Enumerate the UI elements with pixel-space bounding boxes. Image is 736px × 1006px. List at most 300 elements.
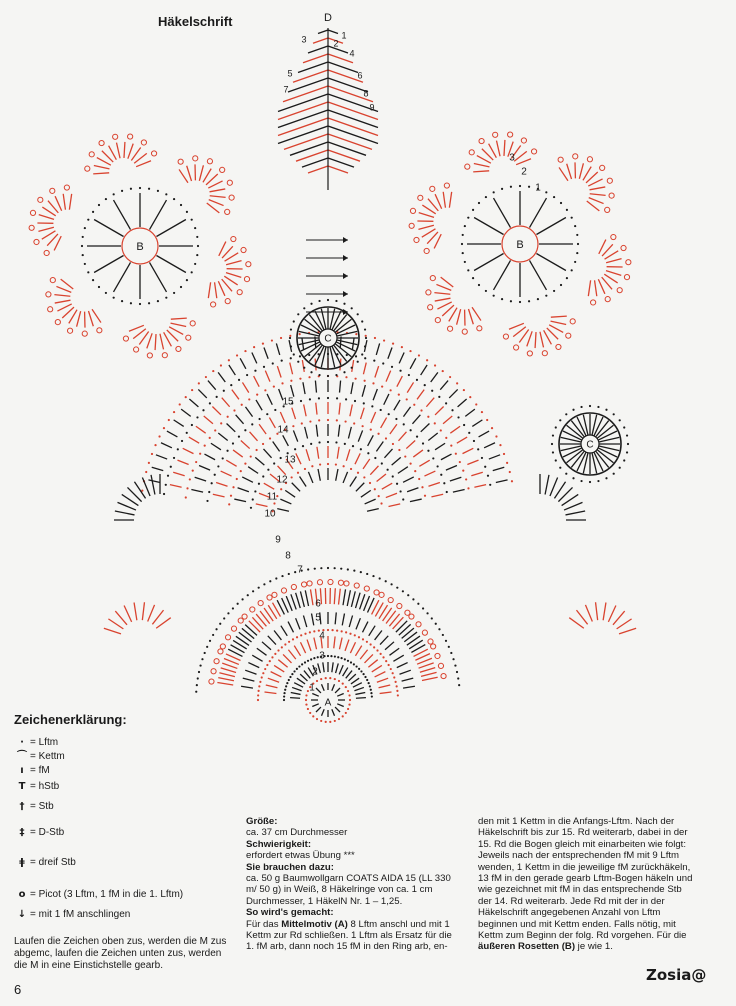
chain-dot <box>318 374 320 376</box>
round-stitch <box>369 626 375 636</box>
chain-dot <box>310 658 312 660</box>
picot-icon <box>447 326 452 331</box>
chain-dot <box>440 429 442 431</box>
chain-dot <box>250 455 252 457</box>
chain-dot <box>318 419 320 421</box>
picot-icon <box>176 346 181 351</box>
chain-dot <box>209 402 211 404</box>
chain-dot <box>196 254 198 256</box>
shell-stitch <box>310 589 313 605</box>
round-stitch <box>268 636 276 645</box>
chain-dot <box>273 502 275 504</box>
round-stitch <box>381 418 387 428</box>
petal-stitch <box>434 293 450 295</box>
chain-dot <box>565 413 567 415</box>
round-stitch <box>170 485 182 488</box>
tr-icon: ‡ <box>19 827 25 838</box>
round-stitch <box>300 642 305 653</box>
chain-dot <box>266 413 268 415</box>
side-fan-stitch <box>617 619 632 629</box>
picot-icon <box>364 586 369 591</box>
chain-dot <box>559 419 561 421</box>
picot-icon <box>50 277 55 282</box>
picot-icon <box>231 626 236 631</box>
round-stitch <box>426 398 434 407</box>
side-fan-stitch <box>118 502 136 510</box>
chain-dot <box>445 437 447 439</box>
arrow-head <box>343 237 348 243</box>
instructions-text: den mit 1 Kettm in die Anfangs-Lftm. Nach der Häkelschrift bis zur 15. Rd weiterarb, dabei in der 15. Rd die Bogen gleich mit einarbeiten wie folgt: Jeweils nach der entsprechenden fM mit 9 Lftm wenden, 1 Kettm in die jeweilige fM zurückhäkeln, 13 fM in den gerade gearb Lftm-Bogen häkeln und wie gezeichnet mit fM in das entsprechende Stb der 14. Rd weiterarb. Jede Rd mit der in der Häkelschrift angegebenen Anzahl von Lftm beginnen und mit Kettm enden. Falls nötig, mit Kettm zum Beginn der folg. Rd vorgehen. Für die äußeren Rosetten (B) je wie 1. <box>478 816 693 953</box>
chain-dot <box>431 390 433 392</box>
side-fan-stitch <box>115 611 127 625</box>
petal-stitch <box>457 309 461 324</box>
round-stitch <box>291 385 294 397</box>
chain-dot <box>309 712 311 714</box>
round-stitch <box>252 655 262 661</box>
chain-dot <box>273 462 275 464</box>
round-stitch <box>355 646 361 656</box>
picot-icon <box>397 603 402 608</box>
chain-dot <box>250 507 252 509</box>
chain-dot <box>222 457 224 459</box>
picot-icon <box>430 275 435 280</box>
round-stitch <box>371 412 376 423</box>
round-stitch <box>303 382 305 394</box>
chain-dot <box>220 364 222 366</box>
leaf-stitch <box>328 110 378 128</box>
picot-icon <box>85 166 90 171</box>
rosette-spoke <box>114 200 131 229</box>
round-stitch <box>450 426 460 433</box>
arrow-down-icon: ↓ <box>17 909 27 920</box>
chain-dot <box>396 690 398 692</box>
rosette-spoke <box>530 260 547 289</box>
chain-dot <box>551 443 553 445</box>
round-stitch <box>276 343 279 355</box>
motif-label: 12 <box>276 474 288 486</box>
chain-dot <box>510 300 512 302</box>
round-stitch <box>280 499 291 504</box>
petal-stitch <box>93 173 109 174</box>
chain-dot <box>501 298 503 300</box>
chain-dot <box>416 436 418 438</box>
motif-label: 9 <box>369 102 375 113</box>
picot-icon <box>617 288 622 293</box>
chain-dot <box>319 463 321 465</box>
picot-icon <box>465 164 470 169</box>
chain-dot <box>255 449 257 451</box>
picot-icon <box>493 132 498 137</box>
round-stitch <box>343 668 348 677</box>
chain-dot <box>291 673 293 675</box>
rosette-spoke <box>156 220 185 237</box>
picot-icon <box>272 592 277 597</box>
round-stitch <box>216 482 227 486</box>
motif-label: 8 <box>363 88 369 99</box>
round-stitch <box>255 457 264 465</box>
picot-icon <box>587 157 592 162</box>
round-stitch <box>259 424 266 434</box>
chain-dot <box>354 378 356 380</box>
shell-stitch <box>256 614 266 626</box>
chain-dot <box>248 398 250 400</box>
round-stitch <box>428 433 437 440</box>
petal-stitch <box>419 213 434 218</box>
chain-dot <box>271 656 273 658</box>
instructions-column <box>478 816 698 953</box>
chain-dot <box>165 297 167 299</box>
round-stitch <box>300 674 307 681</box>
round-stitch <box>410 358 416 369</box>
petal-stitch <box>474 163 490 166</box>
round-stitch <box>361 408 365 419</box>
motif-label: 1 <box>341 30 347 41</box>
petal-stitch <box>128 144 133 159</box>
petal-stitch <box>435 194 442 209</box>
shell-stitch <box>404 632 417 642</box>
chain-dot <box>427 450 429 452</box>
chain-dot <box>157 300 159 302</box>
round-stitch <box>285 490 295 497</box>
round-stitch <box>484 443 495 448</box>
picot-icon <box>55 320 60 325</box>
chain-dot <box>399 370 401 372</box>
leaf-stitch <box>284 134 328 149</box>
legend-item <box>14 780 244 794</box>
picot-icon <box>410 208 415 213</box>
chain-dot <box>281 359 283 361</box>
leaf-stitch <box>278 118 328 136</box>
chain-dot <box>197 677 199 679</box>
chain-dot <box>293 353 295 355</box>
chain-dot <box>299 378 301 380</box>
chain-dot <box>219 623 221 625</box>
chain-dot <box>481 457 483 459</box>
chain-dot <box>353 422 355 424</box>
chain-dot <box>212 370 214 372</box>
chain-dot <box>369 482 371 484</box>
round-stitch <box>350 476 357 486</box>
chain-dot <box>275 577 277 579</box>
picot-icon <box>609 193 614 198</box>
legend-title: Zeichenerklärung: <box>14 712 127 727</box>
chain-dot <box>327 629 329 631</box>
round-stitch <box>263 449 271 458</box>
chain-dot <box>113 193 115 195</box>
round-stitch <box>264 483 274 489</box>
picot-icon <box>566 333 571 338</box>
chain-dot <box>485 196 487 198</box>
round-stitch <box>338 425 339 437</box>
petal-stitch <box>595 280 597 296</box>
picot-icon <box>82 331 87 336</box>
picot-icon <box>99 140 104 145</box>
chain-dot <box>426 612 428 614</box>
side-fan-stitch <box>142 602 144 620</box>
chain-dot <box>297 313 299 315</box>
rosette-spoke <box>494 198 511 227</box>
chain-dot <box>589 481 591 483</box>
round-stitch <box>238 488 249 492</box>
round-stitch <box>496 480 508 483</box>
rosette-spoke <box>114 262 131 291</box>
chain-dot <box>349 699 351 701</box>
chain-dot <box>395 681 397 683</box>
picot-icon <box>556 344 561 349</box>
petal-stitch <box>516 159 531 165</box>
howto-title: So wird's gemacht: <box>246 907 334 919</box>
dtr-icon: ǂ <box>19 857 25 868</box>
chain-dot <box>186 487 188 489</box>
picot-icon <box>237 290 242 295</box>
side-fan-stitch <box>545 475 549 495</box>
rosette-spoke <box>474 254 503 271</box>
round-stitch <box>181 409 191 416</box>
chain-dot <box>555 459 557 461</box>
chain-dot <box>448 646 450 648</box>
round-stitch <box>489 455 500 459</box>
chain-dot <box>427 416 429 418</box>
chain-dot <box>82 236 84 238</box>
chain-dot <box>344 420 346 422</box>
chain-dot <box>105 198 107 200</box>
petal-stitch <box>210 189 226 192</box>
picot-icon <box>328 579 333 584</box>
chain-dot <box>259 681 261 683</box>
petal-stitch <box>218 281 225 296</box>
legend-item <box>14 800 244 814</box>
chain-dot <box>469 396 471 398</box>
chain-dot <box>286 682 288 684</box>
round-stitch <box>372 665 382 671</box>
picot-icon <box>113 134 118 139</box>
rosette-spoke <box>94 220 123 237</box>
chain-dot <box>139 303 141 305</box>
chain-dot <box>402 498 404 500</box>
chain-dot <box>418 354 420 356</box>
round-stitch <box>248 467 258 474</box>
chain-dot <box>489 484 491 486</box>
chain-dot <box>170 466 172 468</box>
chain-dot <box>273 385 275 387</box>
chain-dot <box>519 185 521 187</box>
chain-dot <box>399 490 401 492</box>
chain-dot <box>440 474 442 476</box>
petal-stitch <box>179 169 188 182</box>
chain-dot <box>297 361 299 363</box>
petal-stitch <box>468 309 473 324</box>
chain-dot <box>481 411 483 413</box>
picot-icon <box>431 644 436 649</box>
round-stitch <box>292 483 300 492</box>
chain-dot <box>327 567 329 569</box>
petal-stitch <box>54 295 70 297</box>
chain-dot <box>345 712 347 714</box>
chain-dot <box>304 468 306 470</box>
leaf-stitch <box>278 94 328 112</box>
chain-dot <box>154 444 156 446</box>
chain-dot <box>232 607 234 609</box>
chain-dot <box>244 429 246 431</box>
chain-dot <box>301 422 303 424</box>
chain-dot <box>226 450 228 452</box>
motif-label: 6 <box>315 598 321 610</box>
round-stitch <box>314 638 317 650</box>
chain-dot <box>463 389 465 391</box>
round-stitch <box>453 489 465 492</box>
chain-dot <box>205 376 207 378</box>
picot-icon <box>573 154 578 159</box>
chain-dot <box>390 389 392 391</box>
chain-dot <box>198 671 200 673</box>
round-stitch <box>266 685 278 688</box>
picot-icon <box>64 185 69 190</box>
chain-dot <box>407 594 409 596</box>
legend-label: = mit 1 fM anschlingen <box>30 909 131 920</box>
legend-label: = hStb <box>30 781 60 792</box>
chain-dot <box>571 269 573 271</box>
chain-dot <box>545 191 547 193</box>
motif-label: D <box>324 11 332 24</box>
chain-dot <box>464 225 466 227</box>
round-stitch <box>431 494 443 497</box>
round-stitch <box>226 460 236 466</box>
petal-stitch <box>449 308 457 322</box>
chain-dot <box>327 375 329 377</box>
picot-icon <box>123 336 128 341</box>
petal-stitch <box>472 307 481 320</box>
leaf-stitch <box>283 86 328 102</box>
chain-dot <box>280 457 282 459</box>
chain-dot <box>385 660 387 662</box>
chain-dot <box>217 465 219 467</box>
chain-dot <box>327 419 329 421</box>
chain-dot <box>390 668 392 670</box>
petal-stitch <box>116 143 120 159</box>
motif-label: 2 <box>333 38 339 49</box>
side-fan-stitch <box>564 502 582 510</box>
picot-icon <box>97 328 102 333</box>
chain-dot <box>342 715 344 717</box>
chain-dot <box>173 411 175 413</box>
chain-dot <box>457 677 459 679</box>
chain-dot <box>186 279 188 281</box>
chain-dot <box>619 419 621 421</box>
chain-dot <box>472 277 474 279</box>
shell-stitch <box>339 589 341 605</box>
petal-stitch <box>55 300 71 303</box>
motif-label: 5 <box>315 612 321 624</box>
chain-dot <box>283 692 285 694</box>
leaf-stitch <box>328 166 348 173</box>
chain-dot <box>373 359 375 361</box>
round-stitch <box>365 654 373 663</box>
chain-dot <box>148 302 150 304</box>
chain-dot <box>311 465 313 467</box>
chain-dot <box>199 664 201 666</box>
chain-dot <box>305 694 307 696</box>
round-stitch <box>471 472 482 476</box>
round-stitch <box>428 482 439 486</box>
round-stitch <box>274 665 284 671</box>
sc-icon: ı <box>20 765 24 776</box>
chain-dot <box>98 204 100 206</box>
chain-dot <box>267 469 269 471</box>
side-fan-stitch <box>151 475 155 495</box>
chain-dot <box>336 419 338 421</box>
rosette-spoke <box>536 218 565 235</box>
chain-dot <box>627 443 629 445</box>
chain-dot <box>290 345 292 347</box>
rosette-spoke <box>474 218 503 235</box>
chain-dot <box>577 243 579 245</box>
chain-dot <box>580 480 582 482</box>
chain-dot <box>364 328 366 330</box>
chain-dot <box>454 664 456 666</box>
chain-dot <box>416 379 418 381</box>
chain-dot <box>431 617 433 619</box>
round-stitch <box>308 472 313 483</box>
chain-dot <box>372 575 374 577</box>
picot-icon <box>428 305 433 310</box>
leaf-stitch <box>278 102 328 120</box>
chain-dot <box>364 380 366 382</box>
round-stitch <box>268 678 279 682</box>
chain-dot <box>434 364 436 366</box>
chain-dot <box>191 219 193 221</box>
petal-stitch <box>477 156 491 164</box>
chain-dot <box>285 685 287 687</box>
side-fan-stitch <box>108 619 123 629</box>
chain-dot <box>304 633 306 635</box>
petal-stitch <box>547 328 558 339</box>
picot-icon <box>374 590 379 595</box>
chain-dot <box>362 673 364 675</box>
picot-icon <box>441 673 446 678</box>
leaf-stitch <box>278 110 328 128</box>
chain-dot <box>280 337 282 339</box>
chain-dot <box>158 435 160 437</box>
petal-stitch <box>155 334 156 350</box>
leaf-stitch <box>303 54 328 63</box>
petal-stitch <box>509 323 524 329</box>
chain-dot <box>458 684 460 686</box>
round-stitch <box>472 420 482 427</box>
chain-dot <box>281 575 283 577</box>
chain-dot <box>257 694 259 696</box>
picot-icon <box>479 138 484 143</box>
chain-dot <box>350 661 352 663</box>
petal-stitch <box>540 332 544 348</box>
chain-dot <box>254 370 256 372</box>
round-stitch <box>305 427 308 439</box>
picot-icon <box>307 581 312 586</box>
round-stitch <box>360 650 367 659</box>
chain-dot <box>212 634 214 636</box>
chain-dot <box>462 234 464 236</box>
motif-label: 13 <box>284 454 296 466</box>
legend-item <box>14 826 244 840</box>
chain-dot <box>358 636 360 638</box>
signature: Zosia@ <box>646 966 707 984</box>
picot-icon <box>338 580 343 585</box>
chain-dot <box>365 337 367 339</box>
petal-stitch <box>57 304 71 311</box>
chain-dot <box>360 571 362 573</box>
materials-text: ca. 50 g Baumwollgarn COATS AIDA 15 (LL 330 m/ 50 g) in Weiß, 8 Häkelringe von ca. 1 cm Durchmesser, 1 HäkelN Nr. 1 – 1,25. <box>246 873 451 907</box>
chain-dot <box>347 568 349 570</box>
chain-dot <box>230 495 232 497</box>
